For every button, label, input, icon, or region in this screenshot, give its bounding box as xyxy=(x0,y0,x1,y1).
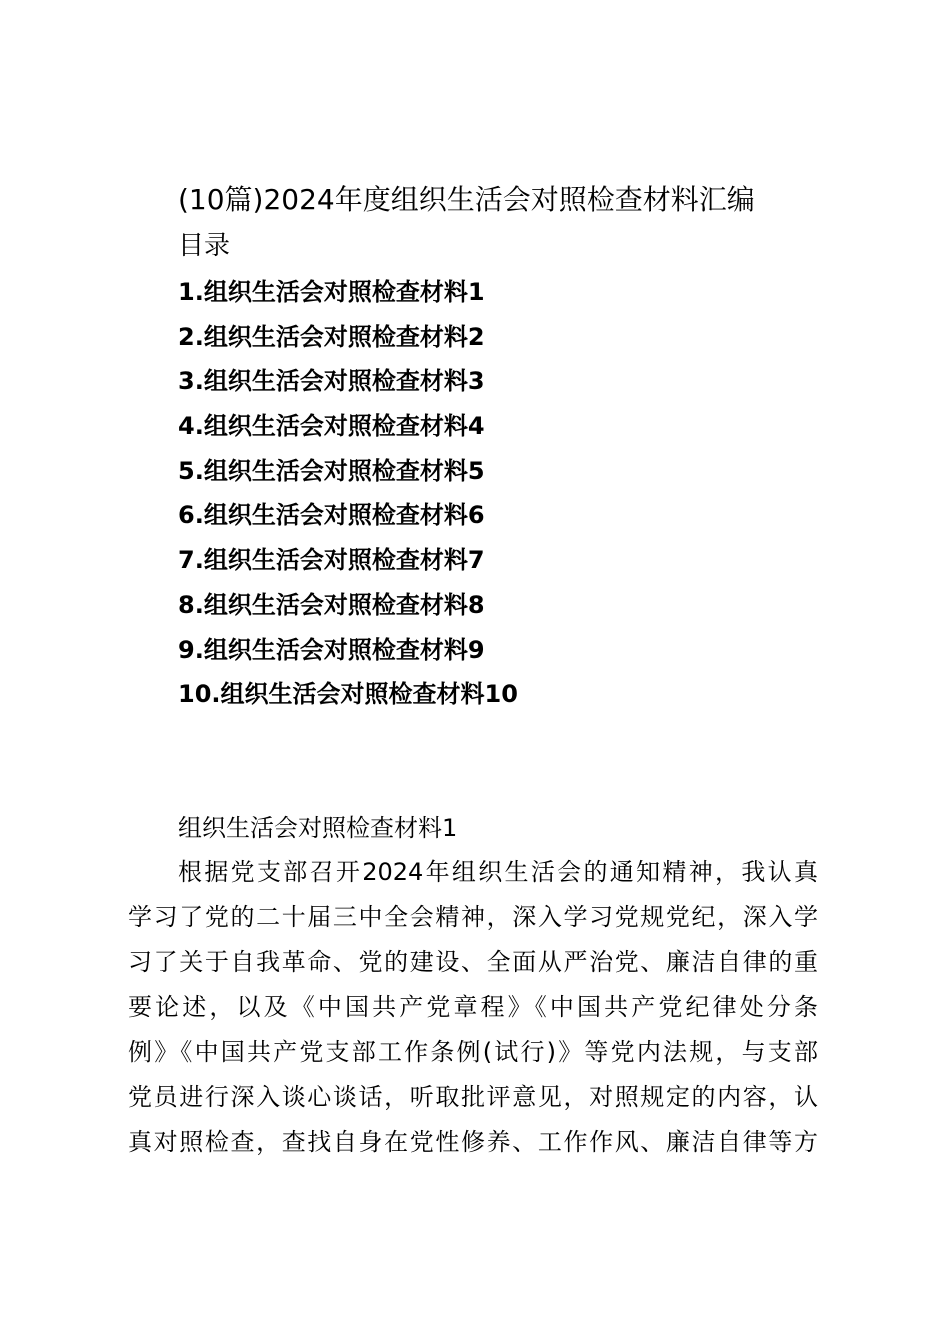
toc-item: 5.组织生活会对照检查材料5 xyxy=(178,456,485,485)
document-title: (10篇)2024年度组织生活会对照检查材料汇编 xyxy=(178,183,755,216)
toc-item: 6.组织生活会对照检查材料6 xyxy=(178,501,485,530)
toc-item: 1.组织生活会对照检查材料1 xyxy=(178,278,485,306)
section-title: 组织生活会对照检查材料1 xyxy=(178,814,458,842)
toc-item: 10.组织生活会对照检查材料10 xyxy=(178,680,518,709)
toc-item: 8.组织生活会对照检查材料8 xyxy=(178,590,485,619)
toc-item: 4.组织生活会对照检查材料4 xyxy=(178,412,485,441)
body-line: 例》《中国共产党支部工作条例(试行)》等党内法规，与支部 xyxy=(128,1038,818,1066)
body-line: 真对照检查，查找自身在党性修养、工作作风、廉洁自律等方 xyxy=(128,1128,818,1156)
body-line: 根据党支部召开2024年组织生活会的通知精神，我认真 xyxy=(178,858,818,886)
table-of-contents xyxy=(178,274,518,721)
body-line: 党员进行深入谈心谈话，听取批评意见，对照规定的内容，认 xyxy=(128,1083,818,1111)
toc-item: 9.组织生活会对照检查材料9 xyxy=(178,635,485,664)
body-line: 学习了党的二十届三中全会精神，深入学习党规党纪，深入学 xyxy=(128,903,818,931)
body-line: 习了关于自我革命、党的建设、全面从严治党、廉洁自律的重 xyxy=(128,948,818,976)
toc-item: 3.组织生活会对照检查材料3 xyxy=(178,367,485,396)
toc-item: 7.组织生活会对照检查材料7 xyxy=(178,546,485,575)
body-paragraph xyxy=(128,852,818,1167)
toc-heading: 目录 xyxy=(178,231,231,261)
toc-item: 2.组织生活会对照检查材料2 xyxy=(178,322,485,351)
body-line: 要论述，以及《中国共产党章程》《中国共产党纪律处分条 xyxy=(128,993,818,1021)
